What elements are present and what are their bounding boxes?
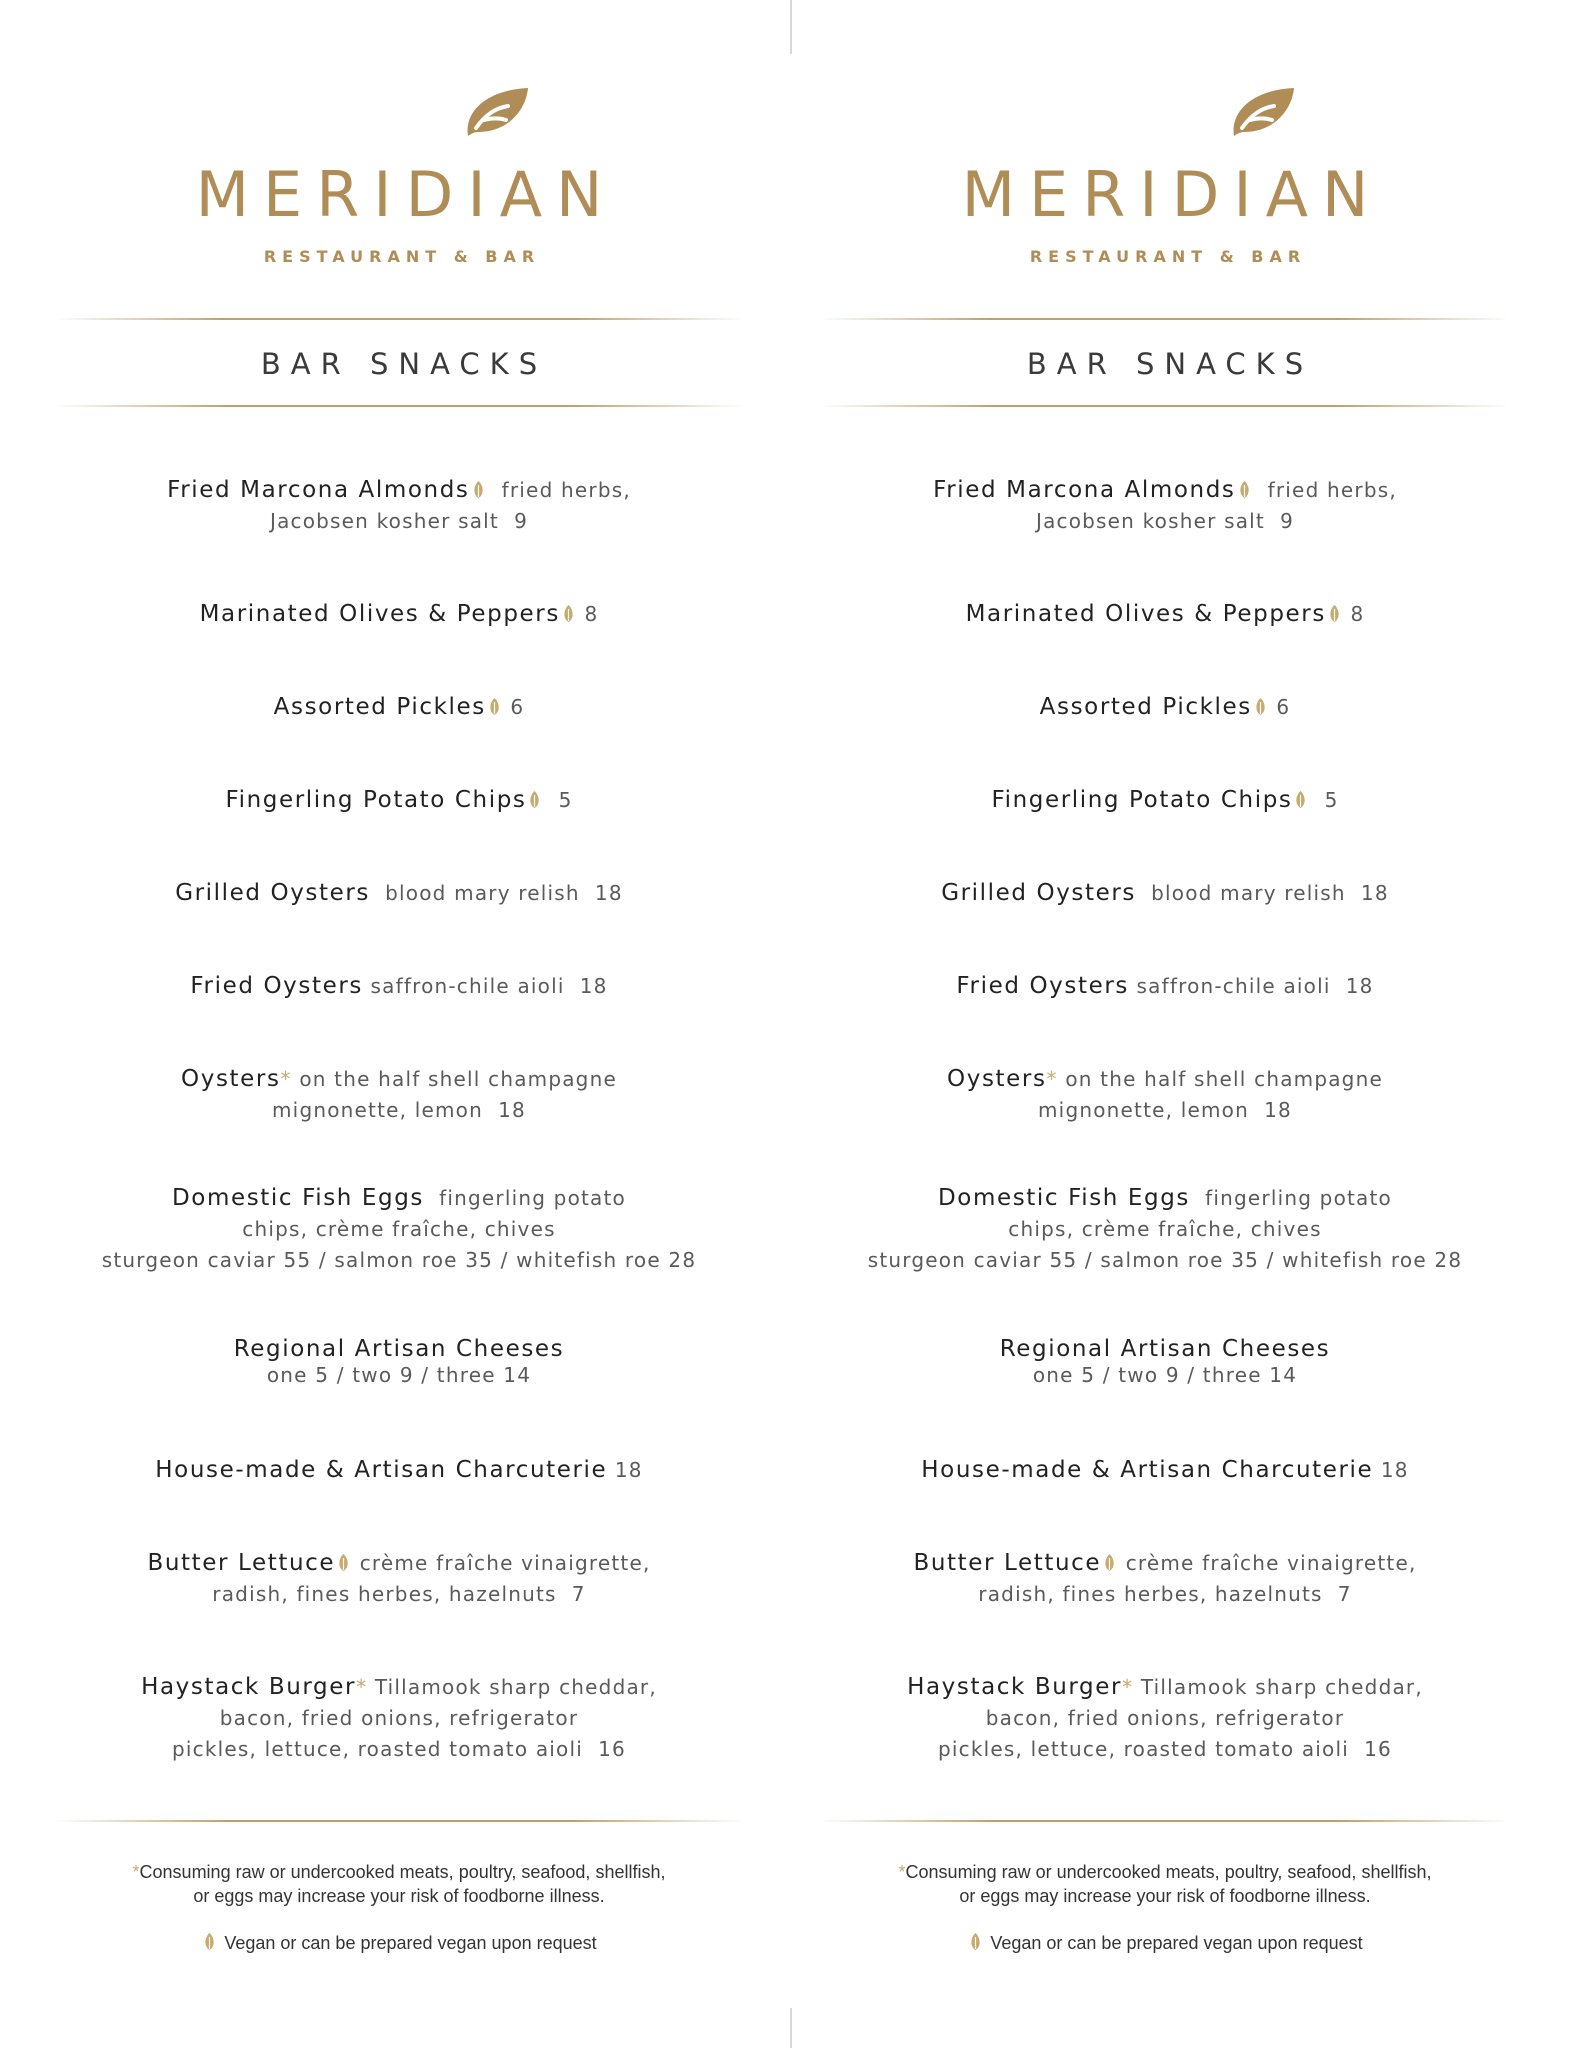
item-description: chips, crème fraîche, chives <box>242 1217 556 1241</box>
item-price: 5 <box>558 788 573 812</box>
vegan-leaf-icon <box>1328 604 1341 623</box>
item-name: Domestic Fish Eggs <box>937 1185 1191 1211</box>
vegan-leaf-icon <box>969 1932 982 1951</box>
vegan-leaf-icon <box>488 697 501 716</box>
vegan-leaf-icon <box>337 1553 350 1572</box>
item-price: 18 <box>614 1458 643 1482</box>
item-description: radish, fines herbes, hazelnuts <box>978 1582 1323 1606</box>
menu-item <box>850 785 1480 816</box>
menu-item <box>850 1183 1480 1276</box>
item-description: bacon, fried onions, refrigerator <box>985 1706 1345 1730</box>
brand-tagline: RESTAURANT & BAR <box>263 247 541 266</box>
item-price: 7 <box>571 1582 586 1606</box>
menu-item <box>84 1548 714 1610</box>
item-description: fried herbs, <box>1267 478 1397 502</box>
menu-item <box>850 475 1480 537</box>
item-price: 8 <box>584 602 599 626</box>
item-name: House-made & Artisan Charcuterie <box>921 1457 1374 1483</box>
item-name: Marinated Olives & Peppers <box>965 601 1326 627</box>
item-name: Fried Marcona Almonds <box>933 477 1236 503</box>
item-description: blood mary relish <box>1151 881 1346 905</box>
menu-item <box>850 1336 1480 1388</box>
item-description: saffron-chile aioli <box>1136 974 1331 998</box>
vegan-legend: Vegan or can be prepared vegan upon request <box>84 1931 714 1955</box>
item-description: saffron-chile aioli <box>370 974 565 998</box>
menu-card-left <box>54 0 744 2048</box>
menu-card-right <box>820 0 1510 2048</box>
menu-item <box>84 1183 714 1276</box>
menu-item <box>84 1455 714 1486</box>
item-description: bacon, fried onions, refrigerator <box>219 1706 579 1730</box>
menu-item <box>84 785 714 816</box>
vegan-leaf-icon <box>1254 697 1267 716</box>
meridian-leaf-logo-icon <box>1228 86 1296 140</box>
item-description: sturgeon caviar 55 / salmon roe 35 / whitefish roe 28 <box>867 1248 1463 1272</box>
brand-name: MERIDIAN <box>195 158 617 231</box>
menu-item <box>84 878 714 909</box>
item-price: 8 <box>1350 602 1365 626</box>
meridian-leaf-logo-icon <box>462 86 530 140</box>
divider <box>820 318 1510 320</box>
menu-item <box>850 599 1480 630</box>
divider <box>820 1820 1510 1822</box>
vegan-leaf-icon <box>1238 480 1251 499</box>
menu-item <box>850 692 1480 723</box>
item-name: Assorted Pickles <box>273 694 486 720</box>
menu-item <box>84 692 714 723</box>
item-description: fried herbs, <box>501 478 631 502</box>
item-price: 16 <box>1364 1737 1392 1761</box>
item-price: 5 <box>1324 788 1339 812</box>
item-description: Tillamook sharp cheddar, <box>374 1675 657 1699</box>
item-description: sturgeon caviar 55 / salmon roe 35 / whitefish roe 28 <box>101 1248 697 1272</box>
vegan-leaf-icon <box>203 1932 216 1951</box>
item-description: fingerling potato <box>1205 1186 1392 1210</box>
menu-item <box>84 475 714 537</box>
item-description: mignonette, lemon <box>272 1098 483 1122</box>
section-title: BAR SNACKS <box>260 347 548 381</box>
vegan-legend: Vegan or can be prepared vegan upon request <box>850 1931 1480 1955</box>
menu-item <box>84 1672 714 1765</box>
item-name: Butter Lettuce <box>147 1550 336 1576</box>
item-name: Haystack Burger <box>141 1674 357 1700</box>
item-name: Regional Artisan Cheeses <box>233 1336 565 1362</box>
brand-name: MERIDIAN <box>961 158 1383 231</box>
item-price: 18 <box>1264 1098 1292 1122</box>
divider <box>54 405 744 407</box>
raw-warning-marker: * <box>898 1862 906 1882</box>
brand-tagline: RESTAURANT & BAR <box>1029 247 1307 266</box>
vegan-leaf-icon <box>528 790 541 809</box>
raw-food-footnote: *Consuming raw or undercooked meats, poultry, seafood, shellfish, or eggs may increase your risk of foodborne illness. <box>898 1862 1432 1906</box>
item-price: 18 <box>498 1098 526 1122</box>
crop-line-bottom <box>790 2008 792 2048</box>
item-name: Fingerling Potato Chips <box>991 787 1293 813</box>
raw-warning-marker: * <box>280 1067 292 1091</box>
menu-item <box>850 1455 1480 1486</box>
item-description: crème fraîche vinaigrette, <box>359 1551 651 1575</box>
item-description: pickles, lettuce, roasted tomato aioli <box>172 1737 583 1761</box>
raw-food-footnote: *Consuming raw or undercooked meats, poultry, seafood, shellfish, or eggs may increase your risk of foodborne illness. <box>132 1862 666 1906</box>
item-name: Domestic Fish Eggs <box>171 1185 425 1211</box>
raw-warning-marker: * <box>1122 1675 1134 1699</box>
menu-item <box>84 1064 714 1126</box>
item-description: Tillamook sharp cheddar, <box>1140 1675 1423 1699</box>
vegan-leaf-icon <box>562 604 575 623</box>
menu-item <box>850 1548 1480 1610</box>
item-description: pickles, lettuce, roasted tomato aioli <box>938 1737 1349 1761</box>
divider <box>820 405 1510 407</box>
item-name: Fried Oysters <box>956 973 1129 999</box>
item-description: one 5 / two 9 / three 14 <box>1032 1363 1298 1387</box>
item-price: 16 <box>598 1737 626 1761</box>
menu-item <box>84 599 714 630</box>
item-name: Fried Oysters <box>190 973 363 999</box>
item-description: crème fraîche vinaigrette, <box>1125 1551 1417 1575</box>
item-name: Oysters <box>947 1066 1047 1092</box>
item-name: Butter Lettuce <box>913 1550 1102 1576</box>
menu-item <box>84 971 714 1002</box>
item-price: 6 <box>510 695 525 719</box>
item-description: on the half shell champagne <box>299 1067 617 1091</box>
item-name: Assorted Pickles <box>1039 694 1252 720</box>
item-price: 18 <box>594 881 623 905</box>
item-price: 9 <box>514 509 529 533</box>
item-description: Jacobsen kosher salt <box>1035 509 1265 533</box>
raw-warning-marker: * <box>132 1862 140 1882</box>
item-name: Fried Marcona Almonds <box>167 477 470 503</box>
menu-item <box>84 1336 714 1388</box>
item-price: 7 <box>1337 1582 1352 1606</box>
menu-item <box>850 1672 1480 1765</box>
item-name: Marinated Olives & Peppers <box>199 601 560 627</box>
raw-warning-marker: * <box>1046 1067 1058 1091</box>
item-description: blood mary relish <box>385 881 580 905</box>
item-description: radish, fines herbes, hazelnuts <box>212 1582 557 1606</box>
item-description: fingerling potato <box>439 1186 626 1210</box>
divider <box>54 1820 744 1822</box>
item-description: Jacobsen kosher salt <box>269 509 499 533</box>
item-name: Grilled Oysters <box>175 880 371 906</box>
item-description: one 5 / two 9 / three 14 <box>266 1363 532 1387</box>
item-price: 18 <box>1380 1458 1409 1482</box>
item-name: House-made & Artisan Charcuterie <box>155 1457 608 1483</box>
raw-warning-marker: * <box>356 1675 368 1699</box>
item-price: 18 <box>1345 974 1374 998</box>
item-description: on the half shell champagne <box>1065 1067 1383 1091</box>
divider <box>54 318 744 320</box>
item-price: 18 <box>579 974 608 998</box>
crop-line-top <box>790 0 792 54</box>
item-price: 9 <box>1280 509 1295 533</box>
item-price: 6 <box>1276 695 1291 719</box>
vegan-leaf-icon <box>472 480 485 499</box>
item-name: Fingerling Potato Chips <box>225 787 527 813</box>
section-title: BAR SNACKS <box>1026 347 1314 381</box>
menu-item <box>850 878 1480 909</box>
item-description: mignonette, lemon <box>1038 1098 1249 1122</box>
item-price: 18 <box>1360 881 1389 905</box>
item-name: Grilled Oysters <box>941 880 1137 906</box>
item-name: Haystack Burger <box>907 1674 1123 1700</box>
menu-item <box>850 1064 1480 1126</box>
item-description: chips, crème fraîche, chives <box>1008 1217 1322 1241</box>
vegan-leaf-icon <box>1103 1553 1116 1572</box>
item-name: Oysters <box>181 1066 281 1092</box>
menu-item <box>850 971 1480 1002</box>
item-name: Regional Artisan Cheeses <box>999 1336 1331 1362</box>
vegan-leaf-icon <box>1294 790 1307 809</box>
